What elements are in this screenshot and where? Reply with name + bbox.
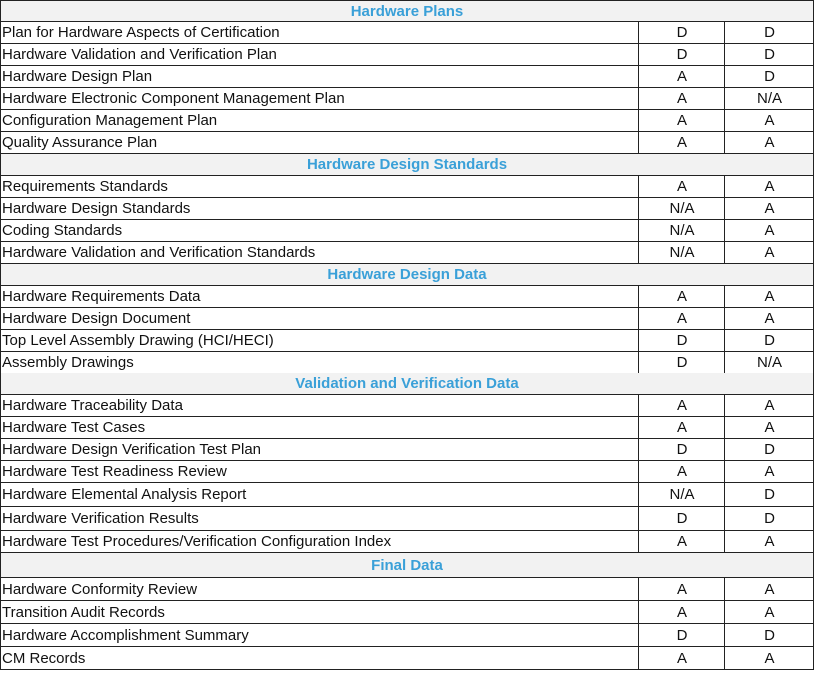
- section-header: [0, 553, 814, 578]
- row-name: Hardware Validation and Verification Plan: [2, 46, 277, 63]
- section-title: Hardware Design Data: [327, 266, 487, 283]
- section-title: Hardware Plans: [350, 2, 464, 20]
- row-value-2: D: [724, 22, 814, 43]
- row-value-1: A: [638, 88, 725, 109]
- row-value-2: A: [724, 132, 814, 153]
- row-value-1: D: [638, 624, 725, 646]
- row-name: Hardware Test Readiness Review: [2, 463, 227, 480]
- row-name: Hardware Design Standards: [2, 200, 191, 217]
- row-value-2: D: [724, 44, 814, 65]
- section-header: [0, 373, 814, 395]
- table-row: [0, 198, 814, 220]
- table-row: [0, 483, 814, 507]
- table-row: [0, 439, 814, 461]
- row-name: Top Level Assembly Drawing (HCI/HECI): [2, 332, 274, 349]
- row-value-2: A: [724, 198, 814, 219]
- row-value-1: D: [638, 507, 725, 530]
- row-name: Plan for Hardware Aspects of Certification: [2, 24, 280, 41]
- row-value-2: D: [724, 330, 814, 351]
- row-value-2: A: [724, 647, 814, 669]
- row-value-1: N/A: [638, 220, 725, 241]
- table-row: [0, 417, 814, 439]
- row-name: Hardware Accomplishment Summary: [2, 626, 249, 644]
- row-name: Hardware Design Plan: [2, 68, 153, 85]
- row-name: CM Records: [2, 649, 86, 667]
- row-value-2: A: [724, 417, 814, 438]
- row-value-2: D: [724, 66, 814, 87]
- row-value-1: A: [638, 110, 725, 131]
- row-name: Hardware Elemental Analysis Report: [2, 486, 247, 503]
- row-value-1: N/A: [638, 483, 725, 506]
- row-name: Hardware Conformity Review: [2, 580, 198, 598]
- row-value-2: A: [724, 308, 814, 329]
- table-row: [0, 647, 814, 670]
- row-value-2: D: [724, 483, 814, 506]
- table-row: [0, 578, 814, 601]
- table-row: [0, 395, 814, 417]
- row-value-2: N/A: [724, 88, 814, 109]
- row-name: Configuration Management Plan: [2, 112, 218, 129]
- table-row: [0, 461, 814, 483]
- row-value-1: D: [638, 439, 725, 460]
- row-value-1: A: [638, 531, 725, 552]
- table-row: [0, 507, 814, 531]
- row-value-2: A: [724, 110, 814, 131]
- row-value-2: A: [724, 395, 814, 416]
- row-value-2: D: [724, 507, 814, 530]
- row-value-1: D: [638, 330, 725, 351]
- row-value-1: N/A: [638, 198, 725, 219]
- row-name: Hardware Requirements Data: [2, 288, 201, 305]
- table-row: [0, 110, 814, 132]
- row-name: Hardware Design Document: [2, 310, 191, 327]
- table-row: [0, 22, 814, 44]
- row-value-1: A: [638, 176, 725, 197]
- table-row: [0, 286, 814, 308]
- table-row: [0, 242, 814, 264]
- row-name: Coding Standards: [2, 222, 123, 239]
- table-row: [0, 624, 814, 647]
- table-row: [0, 330, 814, 352]
- row-value-2: N/A: [724, 352, 814, 373]
- row-value-2: A: [724, 601, 814, 623]
- section-header: [0, 0, 814, 22]
- table-row: [0, 531, 814, 553]
- table-row: [0, 352, 814, 374]
- row-value-2: A: [724, 220, 814, 241]
- table-row: [0, 88, 814, 110]
- row-name: Hardware Verification Results: [2, 510, 199, 527]
- table-row: [0, 44, 814, 66]
- table-row: [0, 601, 814, 624]
- row-value-1: A: [638, 461, 725, 482]
- table-row: [0, 132, 814, 154]
- table-row: [0, 66, 814, 88]
- row-name: Hardware Electronic Component Management Plan: [2, 90, 345, 107]
- section-header: [0, 264, 814, 286]
- row-value-1: A: [638, 647, 725, 669]
- row-value-1: A: [638, 601, 725, 623]
- row-value-1: A: [638, 308, 725, 329]
- row-value-2: A: [724, 176, 814, 197]
- section-title: Validation and Verification Data: [295, 375, 519, 392]
- row-value-1: A: [638, 395, 725, 416]
- row-value-2: A: [724, 578, 814, 600]
- row-value-1: A: [638, 417, 725, 438]
- row-name: Hardware Test Procedures/Verification Configuration Index: [2, 533, 392, 550]
- table-row: [0, 308, 814, 330]
- row-value-1: D: [638, 352, 725, 373]
- row-value-1: D: [638, 22, 725, 43]
- row-name: Quality Assurance Plan: [2, 134, 158, 151]
- row-value-2: D: [724, 624, 814, 646]
- row-value-2: D: [724, 439, 814, 460]
- section-title: Final Data: [371, 556, 443, 574]
- row-name: Hardware Traceability Data: [2, 397, 183, 414]
- section-header: [0, 154, 814, 176]
- row-value-1: D: [638, 44, 725, 65]
- table-row: [0, 220, 814, 242]
- row-name: Assembly Drawings: [2, 354, 134, 371]
- row-value-2: A: [724, 286, 814, 307]
- row-value-1: A: [638, 578, 725, 600]
- row-name: Hardware Test Cases: [2, 419, 146, 436]
- row-value-1: N/A: [638, 242, 725, 263]
- row-name: Hardware Design Verification Test Plan: [2, 441, 262, 458]
- row-value-2: A: [724, 461, 814, 482]
- table-row: [0, 176, 814, 198]
- row-value-2: A: [724, 242, 814, 263]
- row-value-1: A: [638, 66, 725, 87]
- row-name: Transition Audit Records: [2, 603, 165, 621]
- section-title: Hardware Design Standards: [306, 156, 508, 173]
- row-name: Requirements Standards: [2, 178, 168, 195]
- row-value-1: A: [638, 132, 725, 153]
- row-value-2: A: [724, 531, 814, 552]
- row-name: Hardware Validation and Verification Standards: [2, 244, 316, 261]
- row-value-1: A: [638, 286, 725, 307]
